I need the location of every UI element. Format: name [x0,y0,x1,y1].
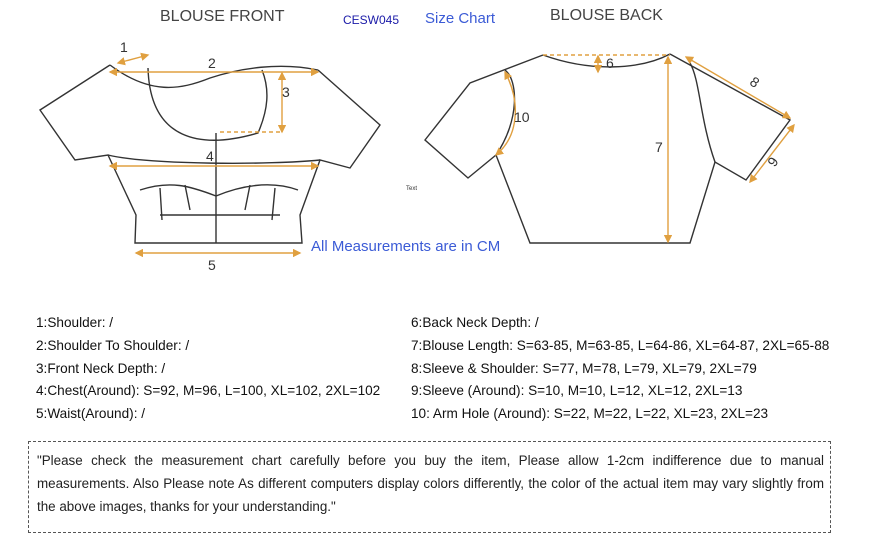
blouse-back-title: BLOUSE BACK [550,7,663,24]
label-4: 4 [206,148,214,164]
units-note: All Measurements are in CM [311,238,501,255]
product-code: CESW045 [343,13,400,27]
blouse-front-title: BLOUSE FRONT [160,8,285,25]
measurement-left-4: 4:Chest(Around): S=92, M=96, L=100, XL=102, 2XL=102 [36,383,381,398]
measurement-right-10: 10: Arm Hole (Around): S=22, M=22, L=22, XL=23, 2XL=23 [411,406,769,421]
back-measure-numbers [514,55,782,170]
label-6: 6 [606,55,614,71]
label-1: 1 [120,39,128,55]
placeholder-text: Text [406,186,418,192]
label-3: 3 [282,84,290,100]
measurement-right-6: 6:Back Neck Depth: / [411,315,539,330]
measurement-notice: "Please check the measurement chart carefully before you buy the item, Please allow 1-2cm indifference due to manual measurements. Also Please note As different computers display colors differently, the color of the actual item may vary slightly from the above images, thanks for your understanding." [28,441,831,533]
label-5: 5 [208,257,216,273]
measurement-right-8: 8:Sleeve & Shoulder: S=77, M=78, L=79, XL=79, 2XL=79 [411,361,757,376]
blouse-back-outline [425,54,790,243]
label-2: 2 [208,55,216,71]
measurement-left-2: 2:Shoulder To Shoulder: / [36,338,190,353]
measurement-left-5: 5:Waist(Around): / [36,406,146,421]
measurement-right-9: 9:Sleeve (Around): S=10, M=10, L=12, XL=12, 2XL=13 [411,383,743,398]
label-7: 7 [655,139,663,155]
label-8: 8 [747,73,763,91]
measurement-left-3: 3:Front Neck Depth: / [36,361,166,376]
label-10: 10 [514,109,530,125]
measurement-left-1: 1:Shoulder: / [36,315,114,330]
front-measure-numbers [120,39,290,273]
label-9: 9 [764,153,782,170]
measurement-right-7: 7:Blouse Length: S=63-85, M=63-85, L=64-86, XL=64-87, 2XL=65-88 [411,338,830,353]
size-chart-title: Size Chart [425,10,496,27]
